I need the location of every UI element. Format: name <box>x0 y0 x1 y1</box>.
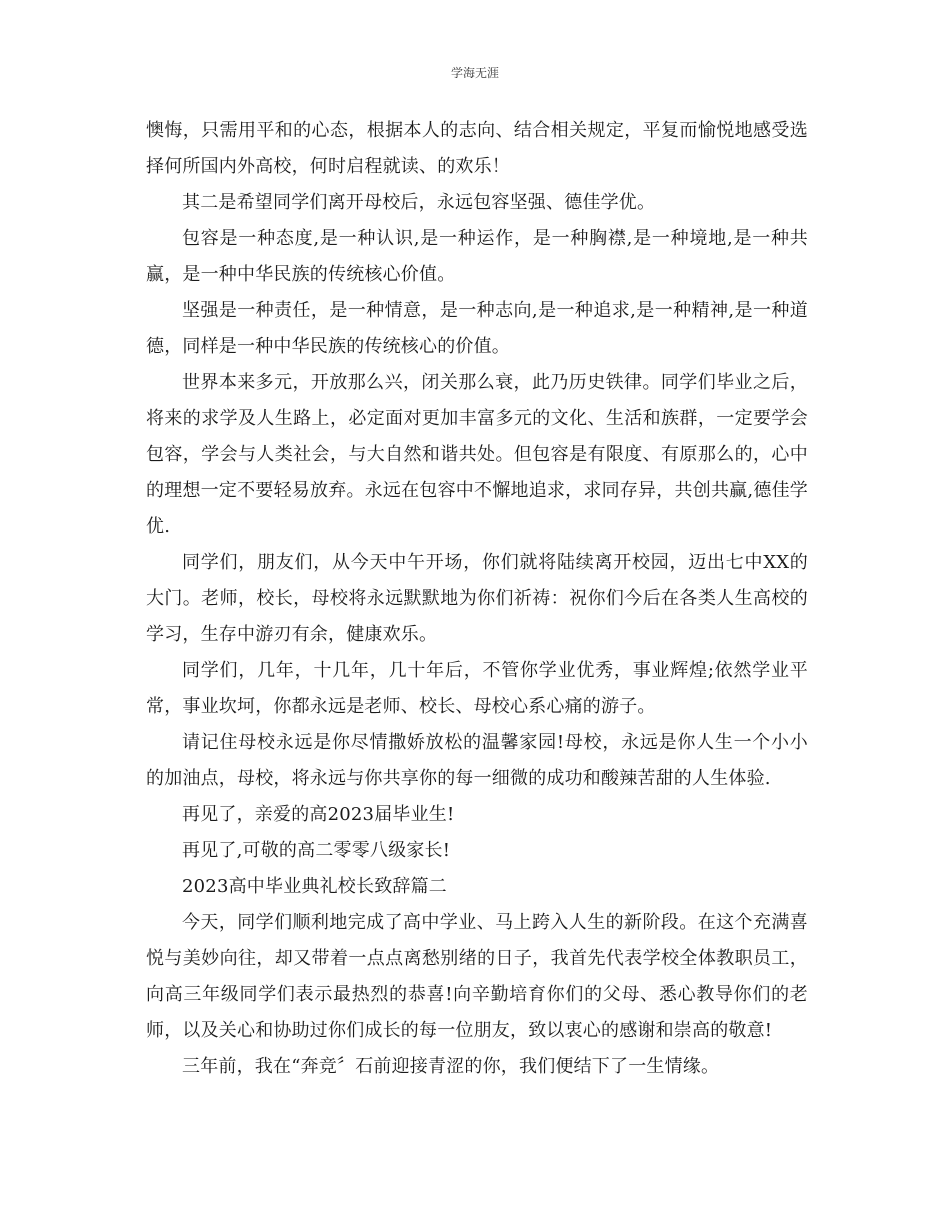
paragraph-1: 懊悔，只需用平和的心态，根据本人的志向、结合相关规定，平复而愉悦地感受选择何所国内外高校，何时启程就读、的欢乐！ <box>146 120 808 177</box>
document-body <box>146 113 808 1085</box>
paragraph-3: 包容是一种态度,是一种认识,是一种运作，是一种胸襟,是一种境地,是一种共赢，是一种中华民族的传统核心价值。 <box>146 228 808 285</box>
paragraph-8: 请记住母校永远是你尽情撒娇放松的温馨家园!母校，永远是你人生一个小小的加油点，母校，将永远与你共享你的每一细微的成功和酸辣苦甜的人生体验. <box>146 732 808 789</box>
section-heading: 2023高中毕业典礼校长致辞篇二 <box>182 876 448 897</box>
paragraph-4: 坚强是一种责任，是一种情意，是一种志向,是一种追求,是一种精神,是一种道德，同样是一种中华民族的传统核心的价值。 <box>146 300 808 357</box>
paragraph-12: 今天，同学们顺利地完成了高中学业、马上跨入人生的新阶段。在这个充满喜悦与美妙向往，却又带着一点点离愁别绪的日子，我首先代表学校全体教职员工，向高三年级同学们表示最热烈的恭喜!向辛勤培育你们的父母、悉心教导你们的老师，以及关心和协助过你们成长的每一位朋友，致以衷心的感谢和崇高的敬意! <box>146 912 808 1041</box>
paragraph-2: 其二是希望同学们离开母校后，永远包容坚强、德佳学优。 <box>182 192 656 213</box>
page-header: 学海无涯 <box>450 66 499 80</box>
paragraph-13: 三年前，我在“奔竞〞石前迎接青涩的你，我们便结下了一生情缘。 <box>182 1056 720 1077</box>
paragraph-10: 再见了,可敬的高二零零八级家长! <box>182 840 451 861</box>
paragraph-9: 再见了，亲爱的高2023届毕业生! <box>182 804 455 825</box>
paragraph-6: 同学们，朋友们，从今天中午开场，你们就将陆续离开校园，迈出七中XX的大门。老师，校长，母校将永远默默地为你们祈祷：祝你们今后在各类人生高校的学习，生存中游刃有余，健康欢乐。 <box>146 552 808 645</box>
paragraph-7: 同学们，几年，十几年，几十年后，不管你学业优秀，事业辉煌;依然学业平常，事业坎坷，你都永远是老师、校长、母校心系心痛的游子。 <box>146 660 808 717</box>
paragraph-5: 世界本来多元，开放那么兴，闭关那么衰，此乃历史铁律。同学们毕业之后，将来的求学及人生路上，必定面对更加丰富多元的文化、生活和族群，一定要学会包容，学会与人类社会，与大自然和谐共处。但包容是有限度、有原那么的，心中的理想一定不要轻易放弃。永远在包容中不懈地追求，求同存异，共创共赢,德佳学优. <box>146 372 808 537</box>
